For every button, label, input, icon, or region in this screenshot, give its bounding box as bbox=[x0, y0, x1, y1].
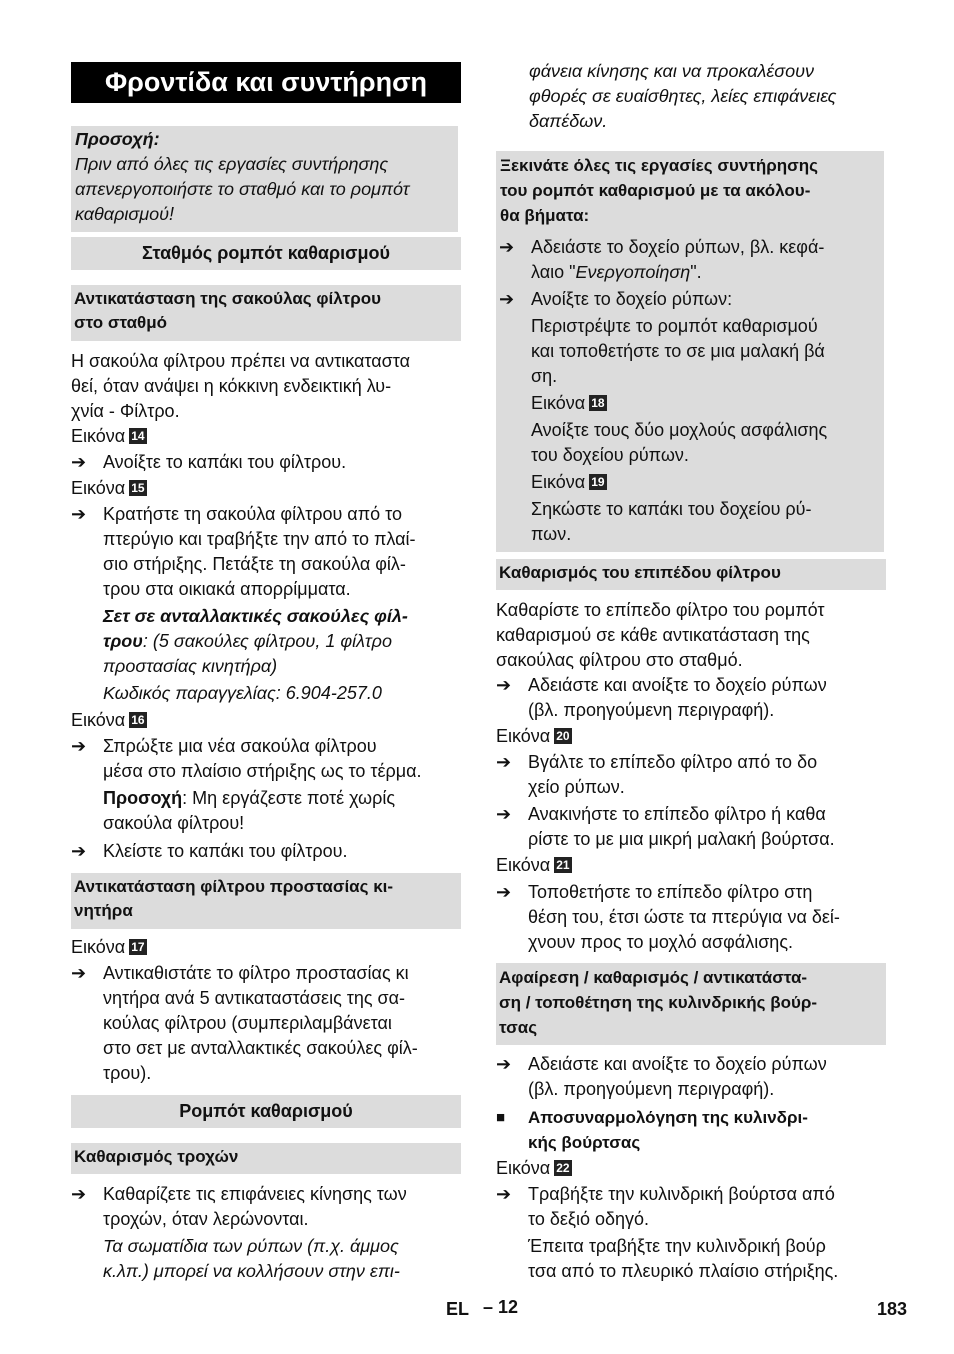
arrow-icon: ➔ bbox=[71, 504, 87, 524]
wheels-note-continued: φάνεια κίνησης και να προκαλέσουν φθορές σε ευαίσθητες, λείες επιφάνειες δαπέδων. bbox=[529, 61, 837, 131]
step-item: ➔ Αδειάστε το δοχείο ρύπων, βλ. κεφά- λαιο "Ενεργοποίηση". bbox=[499, 235, 824, 285]
arrow-icon: ➔ bbox=[71, 736, 87, 756]
subsection-heading-motor-filter: Αντικατάσταση φίλτρου προστασίας κι- νητήρα bbox=[71, 873, 461, 929]
arrow-icon: ➔ bbox=[496, 1054, 512, 1074]
step-item: ➔ Καθαρίζετε τις επιφάνειες κίνησης των τροχών, όταν λερώνονται. bbox=[71, 1182, 407, 1232]
caution-box bbox=[71, 126, 458, 232]
subsection-heading-filterbag bbox=[71, 285, 461, 341]
figure-ref: Εικόνα 15 bbox=[71, 478, 145, 498]
paragraph: Η σακούλα φίλτρου πρέπει να αντικαταστα bbox=[71, 351, 411, 371]
warning-note: Προσοχή: Μη εργάζεστε ποτέ χωρίς σακούλα φίλτρου! bbox=[103, 788, 396, 833]
heading-line: στο σταθμό bbox=[74, 313, 168, 332]
paragraph: χνία - Φίλτρο. bbox=[71, 401, 180, 421]
caution-text: καθαρισμού! bbox=[75, 204, 175, 224]
arrow-icon: ➔ bbox=[496, 1184, 512, 1204]
section-heading-station: Σταθμός ρομπότ καθαρισμού bbox=[71, 237, 461, 270]
figure-ref: Εικόνα 14 bbox=[71, 426, 145, 446]
subsection-heading-wheels: Καθαρισμός τροχών bbox=[71, 1143, 461, 1174]
arrow-icon: ➔ bbox=[499, 289, 515, 309]
page-title: Φροντίδα και συντήρηση bbox=[71, 62, 461, 103]
paragraph: Καθαρίστε το επίπεδο φίλτρο του ρομπότ καθαρισμού σε κάθε αντικατάσταση της σακούλας φίλτρου στο σταθμό. bbox=[496, 600, 825, 670]
step-item: ➔ Τραβήξτε την κυλινδρική βούρτσα από το δεξιό οδηγό. bbox=[496, 1182, 835, 1232]
figure-ref: Εικόνα 22 bbox=[496, 1158, 570, 1178]
figure-ref: Εικόνα 17 bbox=[71, 937, 145, 957]
subsection-heading-roller-brush: Αφαίρεση / καθαρισμός / αντικατάστα- ση / τοποθέτηση της κυλινδρικής βούρ- τσας bbox=[496, 963, 886, 1045]
footer-page-number: 183 bbox=[877, 1299, 908, 1319]
square-bullet-icon: ■ bbox=[496, 1109, 506, 1126]
caution-label: Προσοχή: bbox=[75, 129, 160, 149]
figure-number: 14 bbox=[131, 429, 145, 443]
figure-number: 21 bbox=[556, 858, 570, 872]
figure-ref: Εικόνα 19 bbox=[531, 472, 605, 492]
subsection-heading-flat-filter: Καθαρισμός του επιπέδου φίλτρου bbox=[496, 559, 886, 590]
caution-text: Πριν από όλες τις εργασίες συντήρησης bbox=[75, 154, 389, 174]
step-item: ➔ Ανακινήστε το επίπεδο φίλτρο ή καθα ρίστε το με μια μικρή μαλακή βούρτσα. bbox=[496, 802, 835, 852]
arrow-icon: ➔ bbox=[71, 841, 87, 861]
step-item: ➔ Αντικαθιστάτε το φίλτρο προστασίας κι νητήρα ανά 5 αντικαταστάσεις της σα- κούλας φίλτρου (συμπεριλαμβάνεται στο σετ με ανταλλακτικές σακούλες φίλ- τρου). bbox=[71, 961, 418, 1086]
figure-number: 22 bbox=[556, 1161, 570, 1175]
box-heading: θα βήματα: bbox=[500, 206, 590, 225]
arrow-icon: ➔ bbox=[71, 1184, 87, 1204]
figure-ref: Εικόνα 18 bbox=[531, 393, 605, 413]
step-item: ➔ Ανοίξτε το δοχείο ρύπων: bbox=[499, 287, 732, 312]
bullet-item: ■ Αποσυναρμολόγηση της κυλινδρι- κής βούρτσας bbox=[496, 1105, 808, 1155]
figure-number: 18 bbox=[591, 396, 605, 410]
step-item: ➔ Αδειάστε και ανοίξτε το δοχείο ρύπων (βλ. προηγούμενη περιγραφή). bbox=[496, 673, 827, 723]
figure-ref: Εικόνα 20 bbox=[496, 726, 570, 746]
box-heading: Ξεκινάτε όλες τις εργασίες συντήρησης bbox=[500, 156, 819, 175]
step-item: ➔ Τοποθετήστε το επίπεδο φίλτρο στη θέση του, έτσι ώστε τα πτερύγια να δεί- χνουν προς το μοχλό ασφάλισης. bbox=[496, 880, 840, 955]
order-code: Κωδικός παραγγελίας: 6.904-257.0 bbox=[103, 683, 382, 703]
spare-set-note: Σετ σε ανταλλακτικές σακούλες φίλ- τρου: (5 σακούλες φίλτρου, 1 φίλτρο προστασίας κινητήρα) bbox=[103, 606, 408, 676]
figure-number: 15 bbox=[131, 481, 145, 495]
step-item: ➔ Κλείστε το καπάκι του φίλτρου. bbox=[71, 839, 348, 864]
heading-line: Αντικατάσταση της σακούλας φίλτρου bbox=[74, 289, 382, 308]
figure-ref: Εικόνα 16 bbox=[71, 710, 145, 730]
figure-number: 17 bbox=[131, 940, 145, 954]
arrow-icon: ➔ bbox=[71, 963, 87, 983]
step-item: ➔ Βγάλτε το επίπεδο φίλτρο από το δο χείο ρύπων. bbox=[496, 750, 817, 800]
wheels-note: Τα σωματίδια των ρύπων (π.χ. άμμος κ.λπ.) μπορεί να κολλήσουν στην επι- bbox=[103, 1236, 400, 1281]
start-steps-box: Ξεκινάτε όλες τις εργασίες συντήρησης του ρομπότ καθαρισμού με τα ακόλου- θα βήματα: ➔ Αδειάστε το δοχείο ρύπων, βλ. κεφά- λαιο "Ενεργοποίηση". ➔ Ανοίξτε το δοχείο ρύπων: Περιστρέψτε το ρομπότ καθαρισμού και τοποθετήστε το σε μια μαλακή βά ση. Εικόνα 18 Ανοίξτε τους δύο μοχλούς ασφάλισης του δοχείου ρύπων. Εικόνα 19 Σηκώστε το καπάκι του δοχείου ρύ- πων. bbox=[496, 151, 884, 552]
section-heading-robot: Ρομπότ καθαρισμού bbox=[71, 1095, 461, 1128]
arrow-icon: ➔ bbox=[496, 882, 512, 902]
box-heading: του ρομπότ καθαρισμού με τα ακόλου- bbox=[500, 181, 811, 200]
caution-text: απενεργοποιήστε το σταθμό και το ρομπότ bbox=[75, 179, 410, 199]
arrow-icon: ➔ bbox=[71, 452, 87, 472]
step-item: ➔ Κρατήστε τη σακούλα φίλτρου από το πτερύγιο και τραβήξτε την από το πλαί- σιο στήριξης. Πετάξτε τη σακούλα φίλ- τρου στα οικιακά απορρίμματα. bbox=[71, 502, 416, 602]
figure-number: 16 bbox=[131, 713, 145, 727]
step-item: ➔ Ανοίξτε το καπάκι του φίλτρου. bbox=[71, 450, 346, 475]
step-item: ➔ Αδειάστε και ανοίξτε το δοχείο ρύπων (βλ. προηγούμενη περιγραφή). bbox=[496, 1052, 827, 1102]
arrow-icon: ➔ bbox=[496, 675, 512, 695]
footer-lang: EL bbox=[446, 1299, 470, 1319]
step-item: ➔ Σπρώξτε μια νέα σακούλα φίλτρου μέσα στο πλαίσιο στήριξης ως το τέρμα. bbox=[71, 734, 422, 784]
figure-number: 19 bbox=[591, 475, 605, 489]
arrow-icon: ➔ bbox=[499, 237, 515, 257]
paragraph: Έπειτα τραβήξτε την κυλινδρική βούρ τσα από το πλευρικό πλαίσιο στήριξης. bbox=[528, 1236, 839, 1281]
footer-page-inner: – 12 bbox=[483, 1297, 519, 1317]
arrow-icon: ➔ bbox=[496, 804, 512, 824]
paragraph: θεί, όταν ανάψει η κόκκινη ενδεικτική λυ- bbox=[71, 376, 392, 396]
figure-number: 20 bbox=[556, 729, 570, 743]
arrow-icon: ➔ bbox=[496, 752, 512, 772]
figure-ref: Εικόνα 21 bbox=[496, 855, 570, 875]
